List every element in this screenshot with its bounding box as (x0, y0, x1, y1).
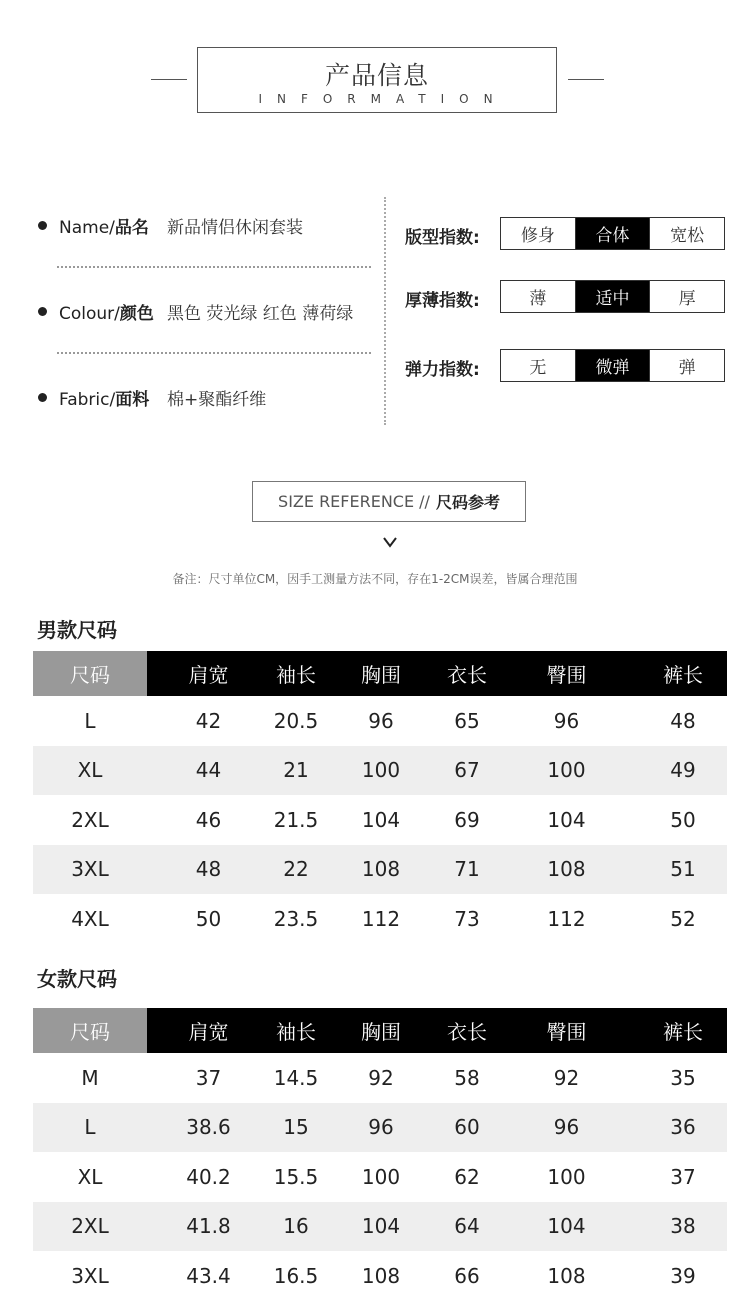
info-row-colour (38, 296, 353, 326)
table-cell: XL (77, 758, 103, 783)
dotted-divider (57, 266, 371, 268)
header-cell: 尺码 (33, 651, 147, 696)
men-size-table (33, 651, 727, 944)
table-cell: 3XL (71, 857, 109, 882)
table-cell: 96 (553, 1115, 580, 1140)
table-cell: 15.5 (273, 1164, 319, 1189)
table-cell: 41.8 (186, 1214, 231, 1239)
info-label: Name/品名 (59, 217, 149, 238)
thickness-option: 适中 (575, 281, 650, 312)
info-label: Colour/颜色 (59, 303, 154, 324)
table-cell: 65 (454, 708, 480, 733)
table-cell: 37 (670, 1164, 696, 1189)
chevron-down-icon (382, 534, 398, 550)
table-cell: 108 (547, 857, 586, 882)
vertical-dotted-divider (384, 197, 386, 425)
table-cell: 112 (361, 906, 401, 931)
header-cell: 尺码 (33, 1008, 147, 1053)
table-cell: 108 (361, 857, 401, 882)
header-cell: 衣长 (440, 1008, 494, 1053)
table-cell: M (81, 1065, 99, 1090)
header-cell: 肩宽 (147, 1008, 270, 1053)
table-row (33, 845, 727, 895)
table-cell: 37 (195, 1065, 222, 1090)
table-cell: 108 (547, 1263, 586, 1288)
bullet-icon (38, 393, 47, 402)
table-cell: L (84, 1115, 96, 1140)
table-cell: 3XL (71, 1263, 109, 1288)
table-cell: 66 (454, 1263, 480, 1288)
bullet-icon (38, 307, 47, 316)
table-cell: 16 (283, 1214, 309, 1239)
table-header (33, 651, 727, 696)
fit-index-label: 版型指数: (405, 228, 480, 248)
table-cell: 4XL (71, 906, 109, 931)
table-cell: 49 (670, 758, 696, 783)
table-cell: 43.4 (186, 1263, 231, 1288)
table-header (33, 1008, 727, 1053)
table-cell: 104 (547, 807, 586, 832)
size-reference-cn: 尺码参考 (435, 493, 500, 512)
thickness-index-label: 厚薄指数: (405, 291, 480, 311)
fit-index-scale (500, 217, 725, 250)
header-cell: 胸围 (322, 1008, 440, 1053)
table-cell: 23.5 (273, 906, 319, 931)
header-cell: 肩宽 (147, 651, 270, 696)
size-note: 备注：尺寸单位CM，因手工测量方法不同，存在1-2CM误差，皆属合理范围 (172, 572, 578, 586)
table-cell: 39 (670, 1263, 696, 1288)
table-cell: 64 (454, 1214, 480, 1239)
table-cell: 58 (454, 1065, 480, 1090)
thickness-index-scale (500, 280, 725, 313)
header-cell: 袖长 (270, 1008, 322, 1053)
table-cell: 14.5 (273, 1065, 319, 1090)
table-row (33, 746, 727, 796)
table-cell: 108 (361, 1263, 401, 1288)
size-reference-en: SIZE REFERENCE // (278, 492, 430, 511)
table-cell: 60 (454, 1115, 480, 1140)
table-row (33, 1152, 727, 1202)
elasticity-option: 弹 (649, 350, 724, 381)
table-row (33, 1053, 727, 1103)
table-cell: 21 (283, 758, 309, 783)
table-cell: 35 (670, 1065, 696, 1090)
table-row (33, 696, 727, 746)
table-cell: 96 (553, 708, 580, 733)
fit-option: 修身 (520, 226, 555, 246)
table-row (33, 795, 727, 845)
table-cell: 100 (547, 758, 586, 783)
header-cell: 臀围 (494, 651, 639, 696)
table-cell: 46 (195, 807, 222, 832)
table-cell: 48 (195, 857, 222, 882)
table-cell: 100 (361, 758, 401, 783)
table-row (33, 1251, 727, 1301)
bullet-icon (38, 221, 47, 230)
table-cell: 104 (547, 1214, 586, 1239)
header-left-rule (151, 79, 187, 80)
header-cell: 衣长 (440, 651, 494, 696)
table-cell: 71 (454, 857, 480, 882)
table-cell: 44 (195, 758, 222, 783)
page-title: 产品信息 (324, 61, 429, 90)
fit-option: 合体 (575, 218, 650, 249)
thickness-option: 薄 (529, 289, 547, 309)
table-cell: 16.5 (273, 1263, 319, 1288)
fit-option: 宽松 (649, 218, 724, 249)
table-cell: 15 (283, 1115, 309, 1140)
table-cell: 42 (195, 708, 222, 733)
table-cell: 104 (361, 1214, 401, 1239)
header-cell: 袖长 (270, 651, 322, 696)
table-cell: 21.5 (273, 807, 319, 832)
table-cell: 100 (361, 1164, 401, 1189)
info-row-fabric (38, 382, 266, 412)
info-label: Fabric/面料 (59, 389, 150, 410)
header-cell: 臀围 (494, 1008, 639, 1053)
table-cell: 52 (670, 906, 696, 931)
table-cell: 104 (361, 807, 401, 832)
table-cell: 69 (454, 807, 480, 832)
info-row-name (38, 210, 303, 240)
table-cell: 50 (195, 906, 222, 931)
dotted-divider (57, 352, 371, 354)
table-cell: 2XL (71, 807, 109, 832)
table-cell: 92 (368, 1065, 394, 1090)
women-size-title: 女款尺码 (37, 967, 117, 991)
header-cell: 裤长 (639, 1008, 727, 1053)
elasticity-index-scale (500, 349, 725, 382)
thickness-option: 厚 (649, 281, 724, 312)
table-cell: 96 (368, 1115, 394, 1140)
men-size-title: 男款尺码 (37, 618, 117, 642)
table-cell: 51 (670, 857, 696, 882)
elasticity-option: 微弹 (575, 350, 650, 381)
info-value: 棉+聚酯纤维 (167, 389, 267, 410)
table-cell: XL (77, 1164, 103, 1189)
table-cell: 22 (283, 857, 309, 882)
table-cell: 73 (454, 906, 480, 931)
table-cell: 50 (670, 807, 696, 832)
elasticity-index-label: 弹力指数: (405, 360, 480, 380)
table-cell: 62 (454, 1164, 480, 1189)
header-right-rule (568, 79, 604, 80)
table-cell: 92 (553, 1065, 580, 1090)
info-value: 新品情侣休闲套装 (167, 217, 303, 238)
table-cell: 20.5 (273, 708, 319, 733)
women-size-table (33, 1008, 727, 1301)
header-cell: 胸围 (322, 651, 440, 696)
table-cell: 40.2 (186, 1164, 231, 1189)
info-value: 黑色 荧光绿 红色 薄荷绿 (167, 303, 354, 324)
table-cell: L (84, 708, 96, 733)
table-cell: 2XL (71, 1214, 109, 1239)
table-row (33, 1202, 727, 1252)
table-cell: 112 (547, 906, 586, 931)
table-cell: 100 (547, 1164, 586, 1189)
table-cell: 67 (454, 758, 480, 783)
header-cell: 裤长 (639, 651, 727, 696)
table-cell: 38 (670, 1214, 696, 1239)
size-reference-box (252, 481, 526, 522)
table-cell: 48 (670, 708, 696, 733)
table-cell: 36 (670, 1115, 696, 1140)
header-box (197, 47, 557, 113)
table-row (33, 1103, 727, 1153)
table-row (33, 894, 727, 944)
table-cell: 38.6 (186, 1115, 231, 1140)
page-subtitle: INFORMATION (258, 92, 508, 106)
table-cell: 96 (368, 708, 394, 733)
elasticity-option: 无 (529, 358, 547, 378)
